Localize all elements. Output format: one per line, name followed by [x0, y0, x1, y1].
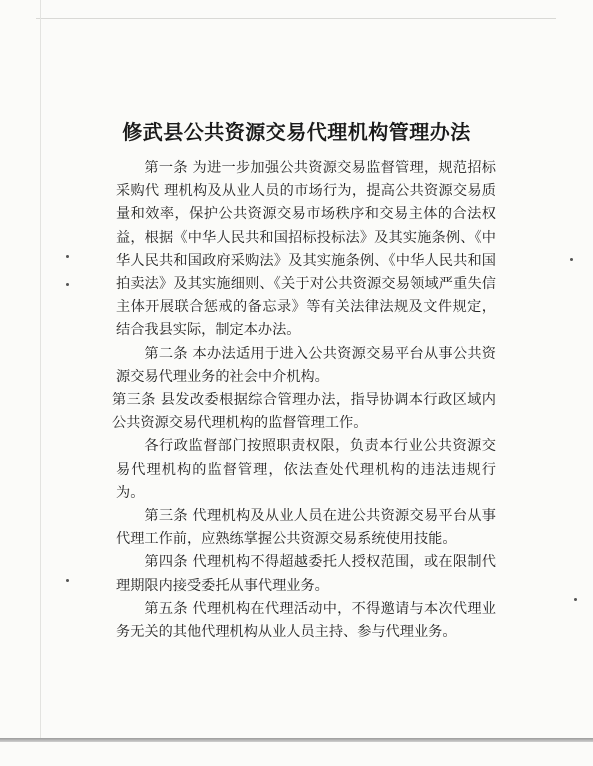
scan-speck [66, 255, 69, 258]
page-edge-bottom [0, 738, 593, 742]
article-3b: 第三条 代理机构及从业人员在进公共资源交易平台从事代理工作前，应熟练掌握公共资源交易系统使用技能。 [116, 508, 496, 548]
article-1: 第一条 为进一步加强公共资源交易监督管理，规范招标采购代 理机构及从业人员的市场行为，提高公共资源交易质量和效率，保护公共资源交易市场秩序和交易主体的合法权益，根据《中华人民共和国招标投标法》及其实施条例、《中华人民共和国政府采购法》及其实施条例、《中华人民共和国拍卖法》及其实施细则、《关于对公共资源交易领域严重失信主体开展联合惩戒的备忘录》等有关法律法规及文件规定，结合我县实际，制定本办法。 [116, 160, 496, 339]
document-body [112, 157, 496, 644]
article-3: 第三条 县发改委根据综合管理办法，指导协调本行政区域内公共资源交易代理机构的监督管理工作。 [112, 392, 496, 432]
article-3-supplement: 各行政监督部门按照职责权限，负责本行业公共资源交易代理机构的监督管理，依法查处代理机构的违法违规行为。 [116, 438, 496, 501]
article-2: 第二条 本办法适用于进入公共资源交易平台从事公共资源交易代理业务的社会中介机构。 [116, 345, 496, 385]
scan-speck [66, 579, 69, 582]
scan-speck [66, 283, 69, 286]
document-title: 修武县公共资源交易代理机构管理办法 [122, 120, 471, 144]
scan-speck [570, 258, 573, 261]
page-edge-top [36, 18, 556, 19]
page-edge-left [40, 0, 41, 740]
article-5: 第五条 代理机构在代理活动中，不得邀请与本次代理业务无关的其他代理机构从业人员主持、参与代理业务。 [116, 600, 496, 641]
article-4: 第四条 代理机构不得超越委托人授权范围，或在限制代理期限内接受委托从事代理业务。 [116, 554, 496, 594]
scan-speck [574, 598, 577, 601]
